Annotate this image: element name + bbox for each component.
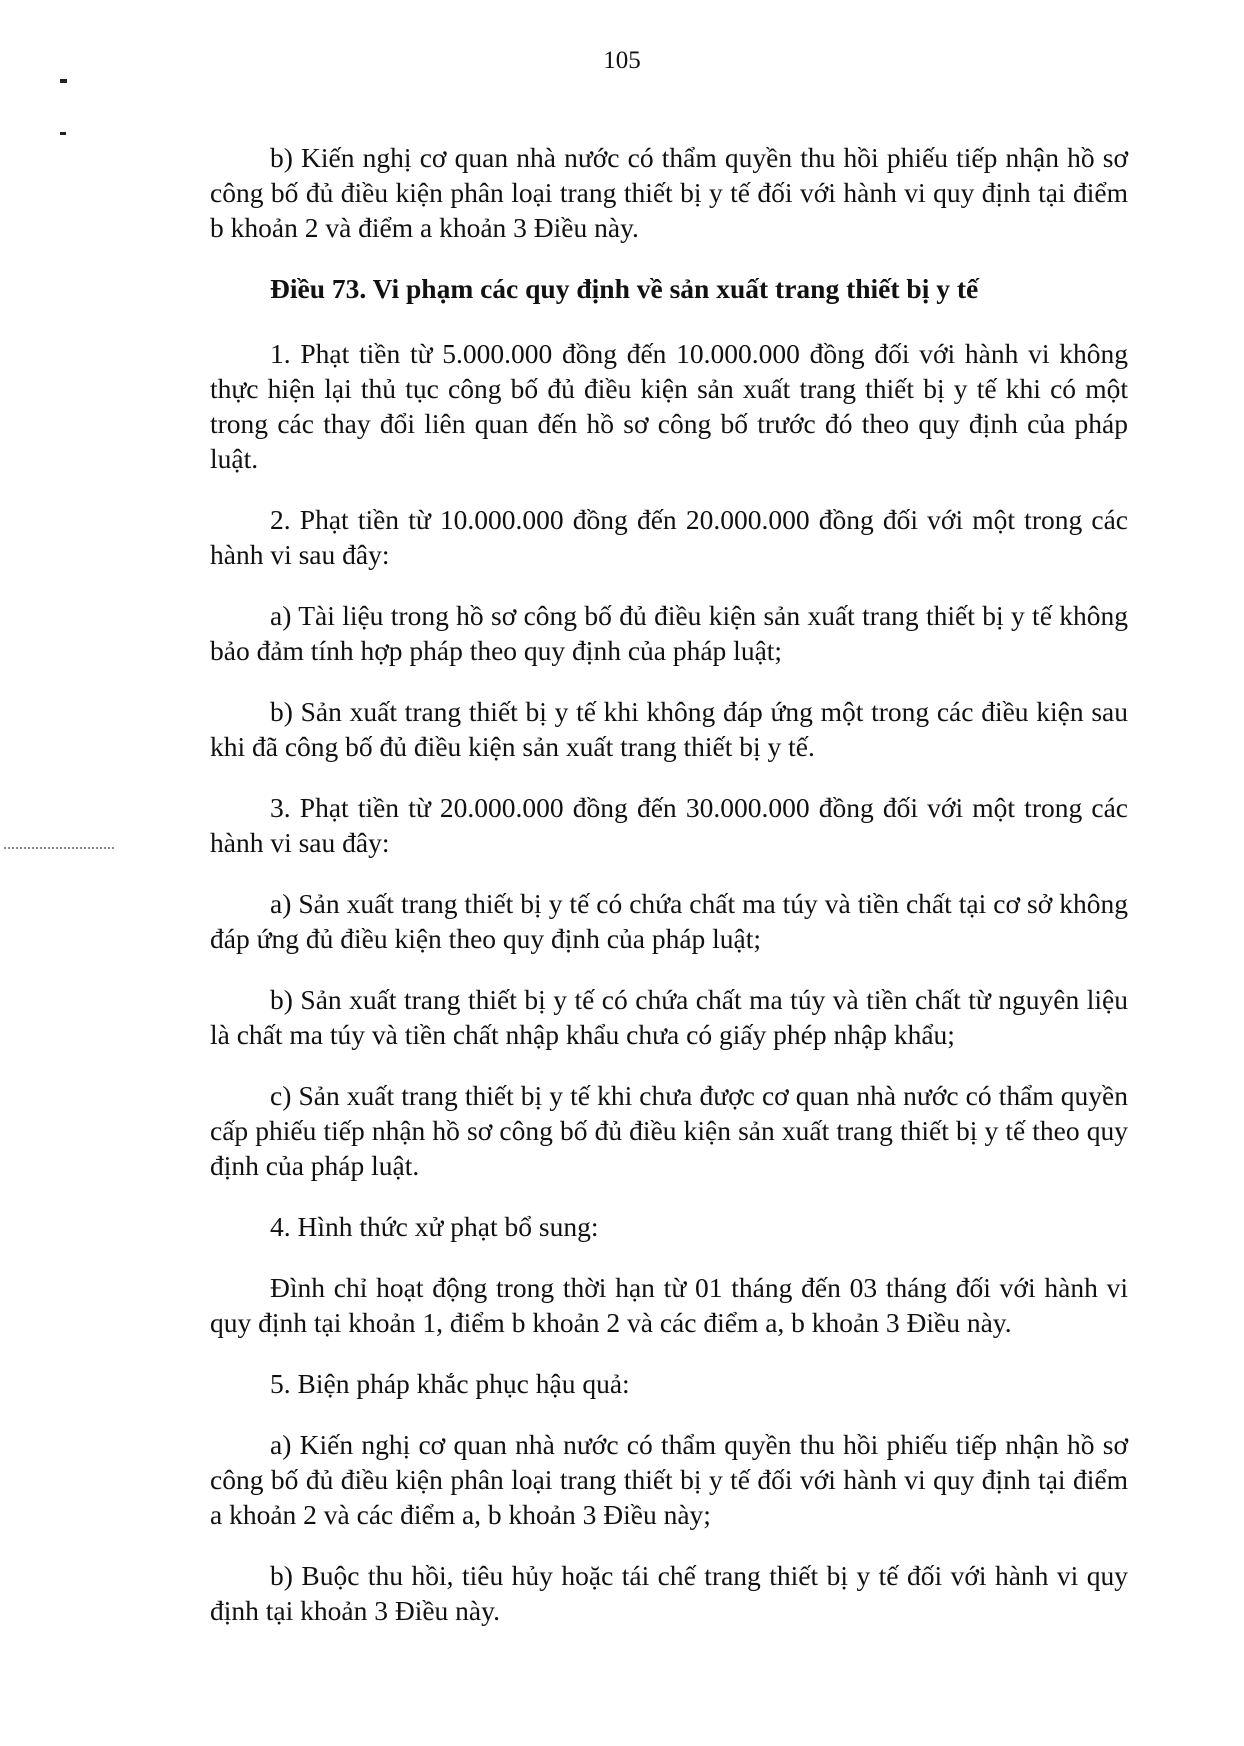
document-body: [210, 140, 1128, 1654]
paragraph: 5. Biện pháp khắc phục hậu quả:: [270, 1368, 630, 1399]
scan-mark: [60, 132, 66, 135]
paragraph: b) Buộc thu hồi, tiêu hủy hoặc tái chế trang thiết bị y tế đối với hành vi quy định tại khoản 3 Điều này.: [210, 1560, 1128, 1626]
page-number: 105: [603, 47, 641, 74]
paragraph: Đình chỉ hoạt động trong thời hạn từ 01 tháng đến 03 tháng đối với hành vi quy định tại khoản 1, điểm b khoản 2 và các điểm a, b khoản 3 Điều này.: [210, 1272, 1128, 1338]
paragraph: a) Sản xuất trang thiết bị y tế có chứa chất ma túy và tiền chất tại cơ sở không đáp ứng đủ điều kiện theo quy định của pháp luật;: [210, 888, 1128, 954]
scan-mark: [60, 79, 67, 83]
paragraph: 2. Phạt tiền từ 10.000.000 đồng đến 20.000.000 đồng đối với một trong các hành vi sau đây:: [210, 504, 1128, 570]
scan-dotted-mark: [4, 847, 114, 849]
paragraph: 1. Phạt tiền từ 5.000.000 đồng đến 10.000.000 đồng đối với hành vi không thực hiện lại thủ tục công bố đủ điều kiện sản xuất trang thiết bị y tế khi có một trong các thay đổi liên quan đến hồ sơ công bố trước đó theo quy định của pháp luật.: [210, 338, 1128, 474]
paragraph: b) Sản xuất trang thiết bị y tế có chứa chất ma túy và tiền chất từ nguyên liệu là chất ma túy và tiền chất nhập khẩu chưa có giấy phép nhập khẩu;: [210, 984, 1128, 1050]
paragraph: 4. Hình thức xử phạt bổ sung:: [270, 1211, 599, 1242]
paragraph: a) Kiến nghị cơ quan nhà nước có thẩm quyền thu hồi phiếu tiếp nhận hồ sơ công bố đủ điều kiện phân loại trang thiết bị y tế đối với hành vi quy định tại điểm a khoản 2 và các điểm a, b khoản 3 Điều này;: [210, 1429, 1128, 1530]
paragraph: b) Kiến nghị cơ quan nhà nước có thẩm quyền thu hồi phiếu tiếp nhận hồ sơ công bố đủ điều kiện phân loại trang thiết bị y tế đối với hành vi quy định tại điểm b khoản 2 và điểm a khoản 3 Điều này.: [210, 142, 1128, 243]
paragraph: 3. Phạt tiền từ 20.000.000 đồng đến 30.000.000 đồng đối với một trong các hành vi sau đây:: [210, 792, 1128, 858]
paragraph: b) Sản xuất trang thiết bị y tế khi không đáp ứng một trong các điều kiện sau khi đã công bố đủ điều kiện sản xuất trang thiết bị y tế.: [210, 696, 1128, 762]
article-heading: Điều 73. Vi phạm các quy định về sản xuất trang thiết bị y tế: [270, 273, 979, 304]
paragraph: c) Sản xuất trang thiết bị y tế khi chưa được cơ quan nhà nước có thẩm quyền cấp phiếu tiếp nhận hồ sơ công bố đủ điều kiện sản xuất trang thiết bị y tế theo quy định của pháp luật.: [210, 1080, 1128, 1181]
paragraph: a) Tài liệu trong hồ sơ công bố đủ điều kiện sản xuất trang thiết bị y tế không bảo đảm tính hợp pháp theo quy định của pháp luật;: [210, 600, 1128, 666]
